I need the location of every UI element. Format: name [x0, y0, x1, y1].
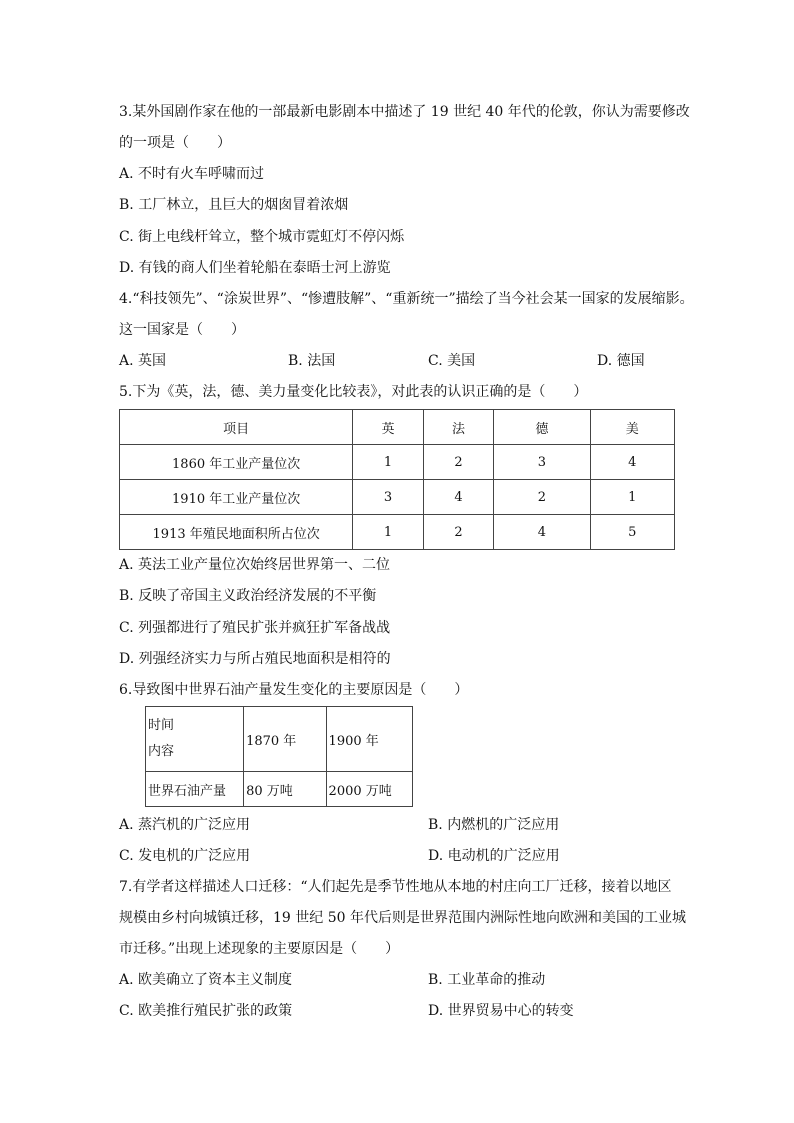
q6-option-c: C. 发电机的广泛应用: [119, 848, 251, 864]
q7-option-d: D. 世界贸易中心的转变: [428, 1003, 574, 1019]
table-cell: 1913 年殖民地面积所占位次: [120, 515, 353, 550]
q4-option-a: A. 英国: [119, 353, 167, 369]
table-header: 英: [353, 410, 424, 445]
q7-option-b: B. 工业革命的推动: [428, 972, 546, 988]
q5-stem: 5.下为《英，法，德、美力量变化比较表》，对此表的认识正确的是（ ）: [119, 384, 588, 400]
corner-bottom-label: 内容: [148, 744, 175, 759]
table-header: 1870 年: [244, 707, 326, 772]
table-header-row: [120, 410, 675, 445]
q4-option-b: B. 法国: [288, 353, 336, 369]
q7-stem-line2: 规模由乡村向城镇迁移，19 世纪 50 年代后则是世界范围内洲际性地向欧洲和美国的工业城: [119, 910, 686, 926]
table-row: [146, 707, 413, 772]
q6-stem: 6.导致图中世界石油产量发生变化的主要原因是（ ）: [119, 682, 469, 698]
table-header: 美: [590, 410, 674, 445]
q3-option-d: D. 有钱的商人们坐着轮船在泰晤士河上游览: [119, 260, 391, 276]
table-cell: 1: [353, 445, 424, 480]
q5-option-b: B. 反映了帝国主义政治经济发展的不平衡: [119, 588, 377, 604]
q4-option-d: D. 德国: [597, 353, 645, 369]
table-row: [120, 445, 675, 480]
q7-stem-line1: 7.有学者这样描述人口迁移：“人们起先是季节性地从本地的村庄向工厂迁移，接着以地区: [119, 879, 672, 895]
table-cell: 1910 年工业产量位次: [120, 480, 353, 515]
q7-stem-line3: 市迁移。”出现上述现象的主要原因是（ ）: [119, 941, 400, 957]
table-header: 项目: [120, 410, 353, 445]
table-cell: 2000 万吨: [326, 772, 412, 807]
table-corner-cell: [146, 707, 244, 772]
q3-option-b: B. 工厂林立，且巨大的烟囱冒着浓烟: [119, 197, 349, 213]
q3-option-c: C. 街上电线杆耸立，整个城市霓虹灯不停闪烁: [119, 229, 405, 245]
q6-option-d: D. 电动机的广泛应用: [428, 848, 560, 864]
q5-option-c: C. 列强都进行了殖民扩张并疯狂扩军备战战: [119, 620, 391, 636]
q3-stem-line1: 3.某外国剧作家在他的一部最新电影剧本中描述了 19 世纪 40 年代的伦敦，你认为需要修改: [119, 104, 690, 120]
q4-stem-line1: 4.“科技领先”、“涂炭世界”、“惨遭肢解”、“重新统一”描绘了当今社会某一国家的发展缩影。: [119, 291, 694, 307]
q7-option-a: A. 欧美确立了资本主义制度: [119, 972, 293, 988]
table-header: 1900 年: [326, 707, 412, 772]
table-cell: 2: [494, 480, 590, 515]
q4-option-c: C. 美国: [428, 353, 476, 369]
table-row: [120, 515, 675, 550]
table-cell: 3: [494, 445, 590, 480]
q5-table: [119, 409, 675, 550]
table-cell: 5: [590, 515, 674, 550]
table-cell: 1860 年工业产量位次: [120, 445, 353, 480]
q7-option-c: C. 欧美推行殖民扩张的政策: [119, 1003, 293, 1019]
table-header: 法: [423, 410, 494, 445]
q4-stem-line2: 这一国家是（ ）: [119, 322, 245, 338]
q3-option-a: A. 不时有火车呼啸而过: [119, 166, 265, 182]
table-cell: 4: [423, 480, 494, 515]
table-cell: 4: [494, 515, 590, 550]
table-cell: 1: [353, 515, 424, 550]
table-cell: 世界石油产量: [146, 772, 244, 807]
q3-stem-line2: 的一项是（ ）: [119, 135, 231, 151]
table-cell: 2: [423, 445, 494, 480]
q5-option-d: D. 列强经济实力与所占殖民地面积是相符的: [119, 651, 391, 667]
table-cell: 80 万吨: [244, 772, 326, 807]
table-cell: 1: [590, 480, 674, 515]
table-cell: 2: [423, 515, 494, 550]
table-header: 德: [494, 410, 590, 445]
q6-option-a: A. 蒸汽机的广泛应用: [119, 817, 251, 833]
table-row: [120, 480, 675, 515]
table-cell: 3: [353, 480, 424, 515]
table-row: [146, 772, 413, 807]
q6-table: [145, 706, 413, 807]
q5-option-a: A. 英法工业产量位次始终居世界第一、二位: [119, 557, 391, 573]
table-cell: 4: [590, 445, 674, 480]
corner-top-label: 时间: [148, 718, 175, 733]
q6-option-b: B. 内燃机的广泛应用: [428, 817, 560, 833]
